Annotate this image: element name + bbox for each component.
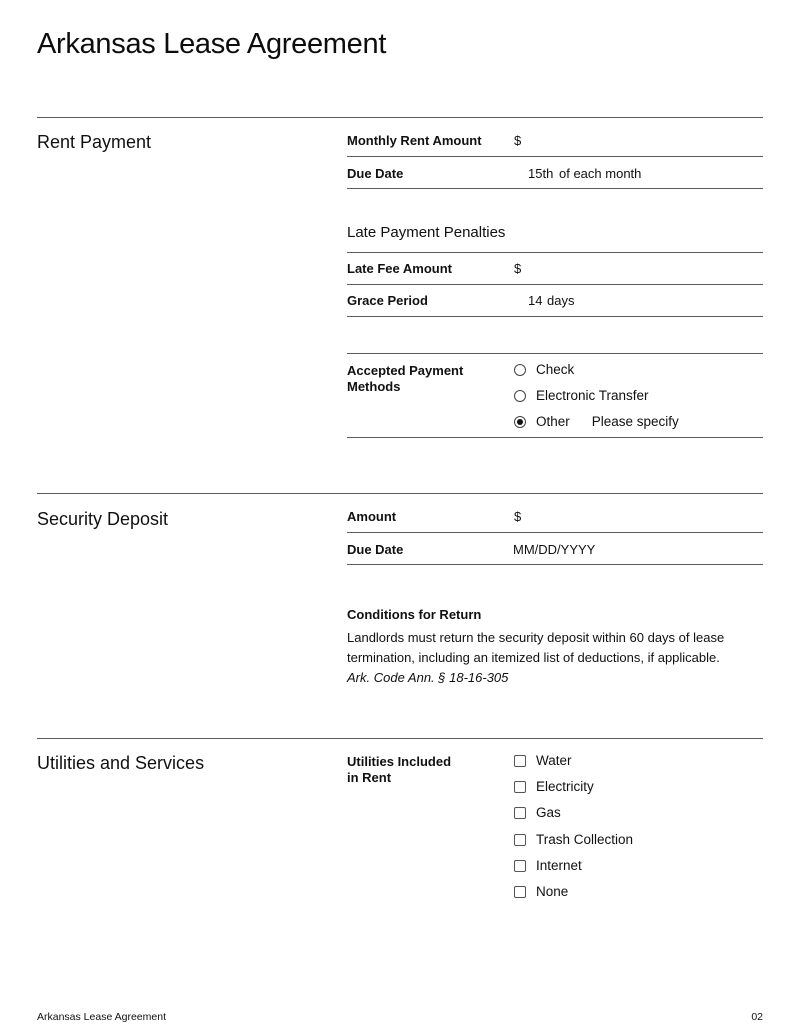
payment-option-check[interactable] — [514, 362, 574, 377]
footer-document-name: Arkansas Lease Agreement — [37, 1011, 166, 1023]
utility-option-internet[interactable] — [514, 858, 582, 873]
radio-selected-icon[interactable] — [514, 416, 526, 428]
grace-period-unit: days — [547, 293, 575, 308]
row-divider — [347, 437, 763, 438]
checkbox-icon[interactable] — [514, 781, 526, 793]
rent-due-day-input[interactable]: 15th — [528, 166, 554, 181]
monthly-rent-input[interactable] — [526, 128, 762, 152]
utilities-label-line2: in Rent — [347, 770, 392, 785]
section-divider-rent — [37, 117, 763, 118]
row-divider — [347, 156, 763, 157]
statute-citation: Ark. Code Ann. § 18-16-305 — [347, 670, 509, 685]
late-payment-penalties-heading: Late Payment Penalties — [347, 224, 506, 241]
row-divider — [347, 252, 763, 253]
section-divider-security — [37, 493, 763, 494]
utility-option-label: None — [536, 884, 569, 899]
other-specify-input[interactable]: Please specify — [591, 414, 679, 429]
monthly-rent-currency: $ — [514, 133, 522, 148]
row-divider — [347, 564, 763, 565]
late-fee-currency: $ — [514, 261, 522, 276]
deposit-amount-label: Amount — [347, 509, 397, 524]
utility-option-water[interactable] — [514, 753, 572, 768]
row-divider — [347, 316, 763, 317]
utility-option-none[interactable] — [514, 884, 568, 899]
row-divider — [347, 353, 763, 354]
late-fee-input[interactable] — [526, 256, 762, 280]
row-divider — [347, 532, 763, 533]
checkbox-icon[interactable] — [514, 755, 526, 767]
payment-methods-label-line1: Accepted Payment — [347, 363, 464, 378]
section-divider-utilities — [37, 738, 763, 739]
utilities-label-line1: Utilities Included — [347, 754, 452, 769]
conditions-line-1: Landlords must return the security deposit within 60 days of lease — [347, 630, 725, 645]
checkbox-icon[interactable] — [514, 807, 526, 819]
conditions-text — [347, 628, 767, 688]
payment-option-label: Other — [536, 414, 570, 429]
payment-methods-label-line2: Methods — [347, 379, 401, 394]
rent-due-date-label: Due Date — [347, 166, 404, 181]
late-fee-label: Late Fee Amount — [347, 261, 452, 276]
utility-option-electricity[interactable] — [514, 779, 594, 794]
utility-option-label: Water — [536, 753, 572, 768]
utilities-included-label — [347, 754, 451, 786]
checkbox-icon[interactable] — [514, 834, 526, 846]
deposit-due-date-input[interactable]: MM/DD/YYYY — [513, 542, 596, 557]
footer-page-number: 02 — [751, 1011, 763, 1023]
payment-option-label: Electronic Transfer — [536, 388, 649, 403]
utility-option-label: Internet — [536, 858, 582, 873]
deposit-due-date-label: Due Date — [347, 542, 404, 557]
row-divider — [347, 188, 763, 189]
grace-period-label: Grace Period — [347, 293, 428, 308]
payment-option-label: Check — [536, 362, 575, 377]
utility-option-label: Trash Collection — [536, 832, 634, 847]
utility-option-label: Gas — [536, 805, 561, 820]
monthly-rent-label: Monthly Rent Amount — [347, 133, 482, 148]
payment-option-electronic-transfer[interactable] — [514, 388, 649, 403]
utility-option-gas[interactable] — [514, 805, 561, 820]
conditions-line-2: termination, including an itemized list of deductions, if applicable. — [347, 650, 720, 665]
document-title: Arkansas Lease Agreement — [37, 28, 387, 60]
checkbox-icon[interactable] — [514, 886, 526, 898]
payment-methods-label — [347, 363, 463, 395]
checkbox-icon[interactable] — [514, 860, 526, 872]
deposit-amount-currency: $ — [514, 509, 522, 524]
utility-option-label: Electricity — [536, 779, 594, 794]
section-title-utilities: Utilities and Services — [37, 753, 205, 773]
payment-option-other[interactable] — [514, 414, 679, 429]
section-title-rent-payment: Rent Payment — [37, 132, 152, 152]
section-title-security-deposit: Security Deposit — [37, 509, 169, 529]
grace-period-input[interactable]: 14 — [528, 293, 543, 308]
row-divider — [347, 284, 763, 285]
rent-due-day-suffix: of each month — [559, 166, 642, 181]
utility-option-trash-collection[interactable] — [514, 832, 633, 847]
radio-unselected-icon[interactable] — [514, 390, 526, 402]
deposit-amount-input[interactable] — [526, 504, 762, 528]
conditions-heading: Conditions for Return — [347, 607, 482, 622]
radio-unselected-icon[interactable] — [514, 364, 526, 376]
